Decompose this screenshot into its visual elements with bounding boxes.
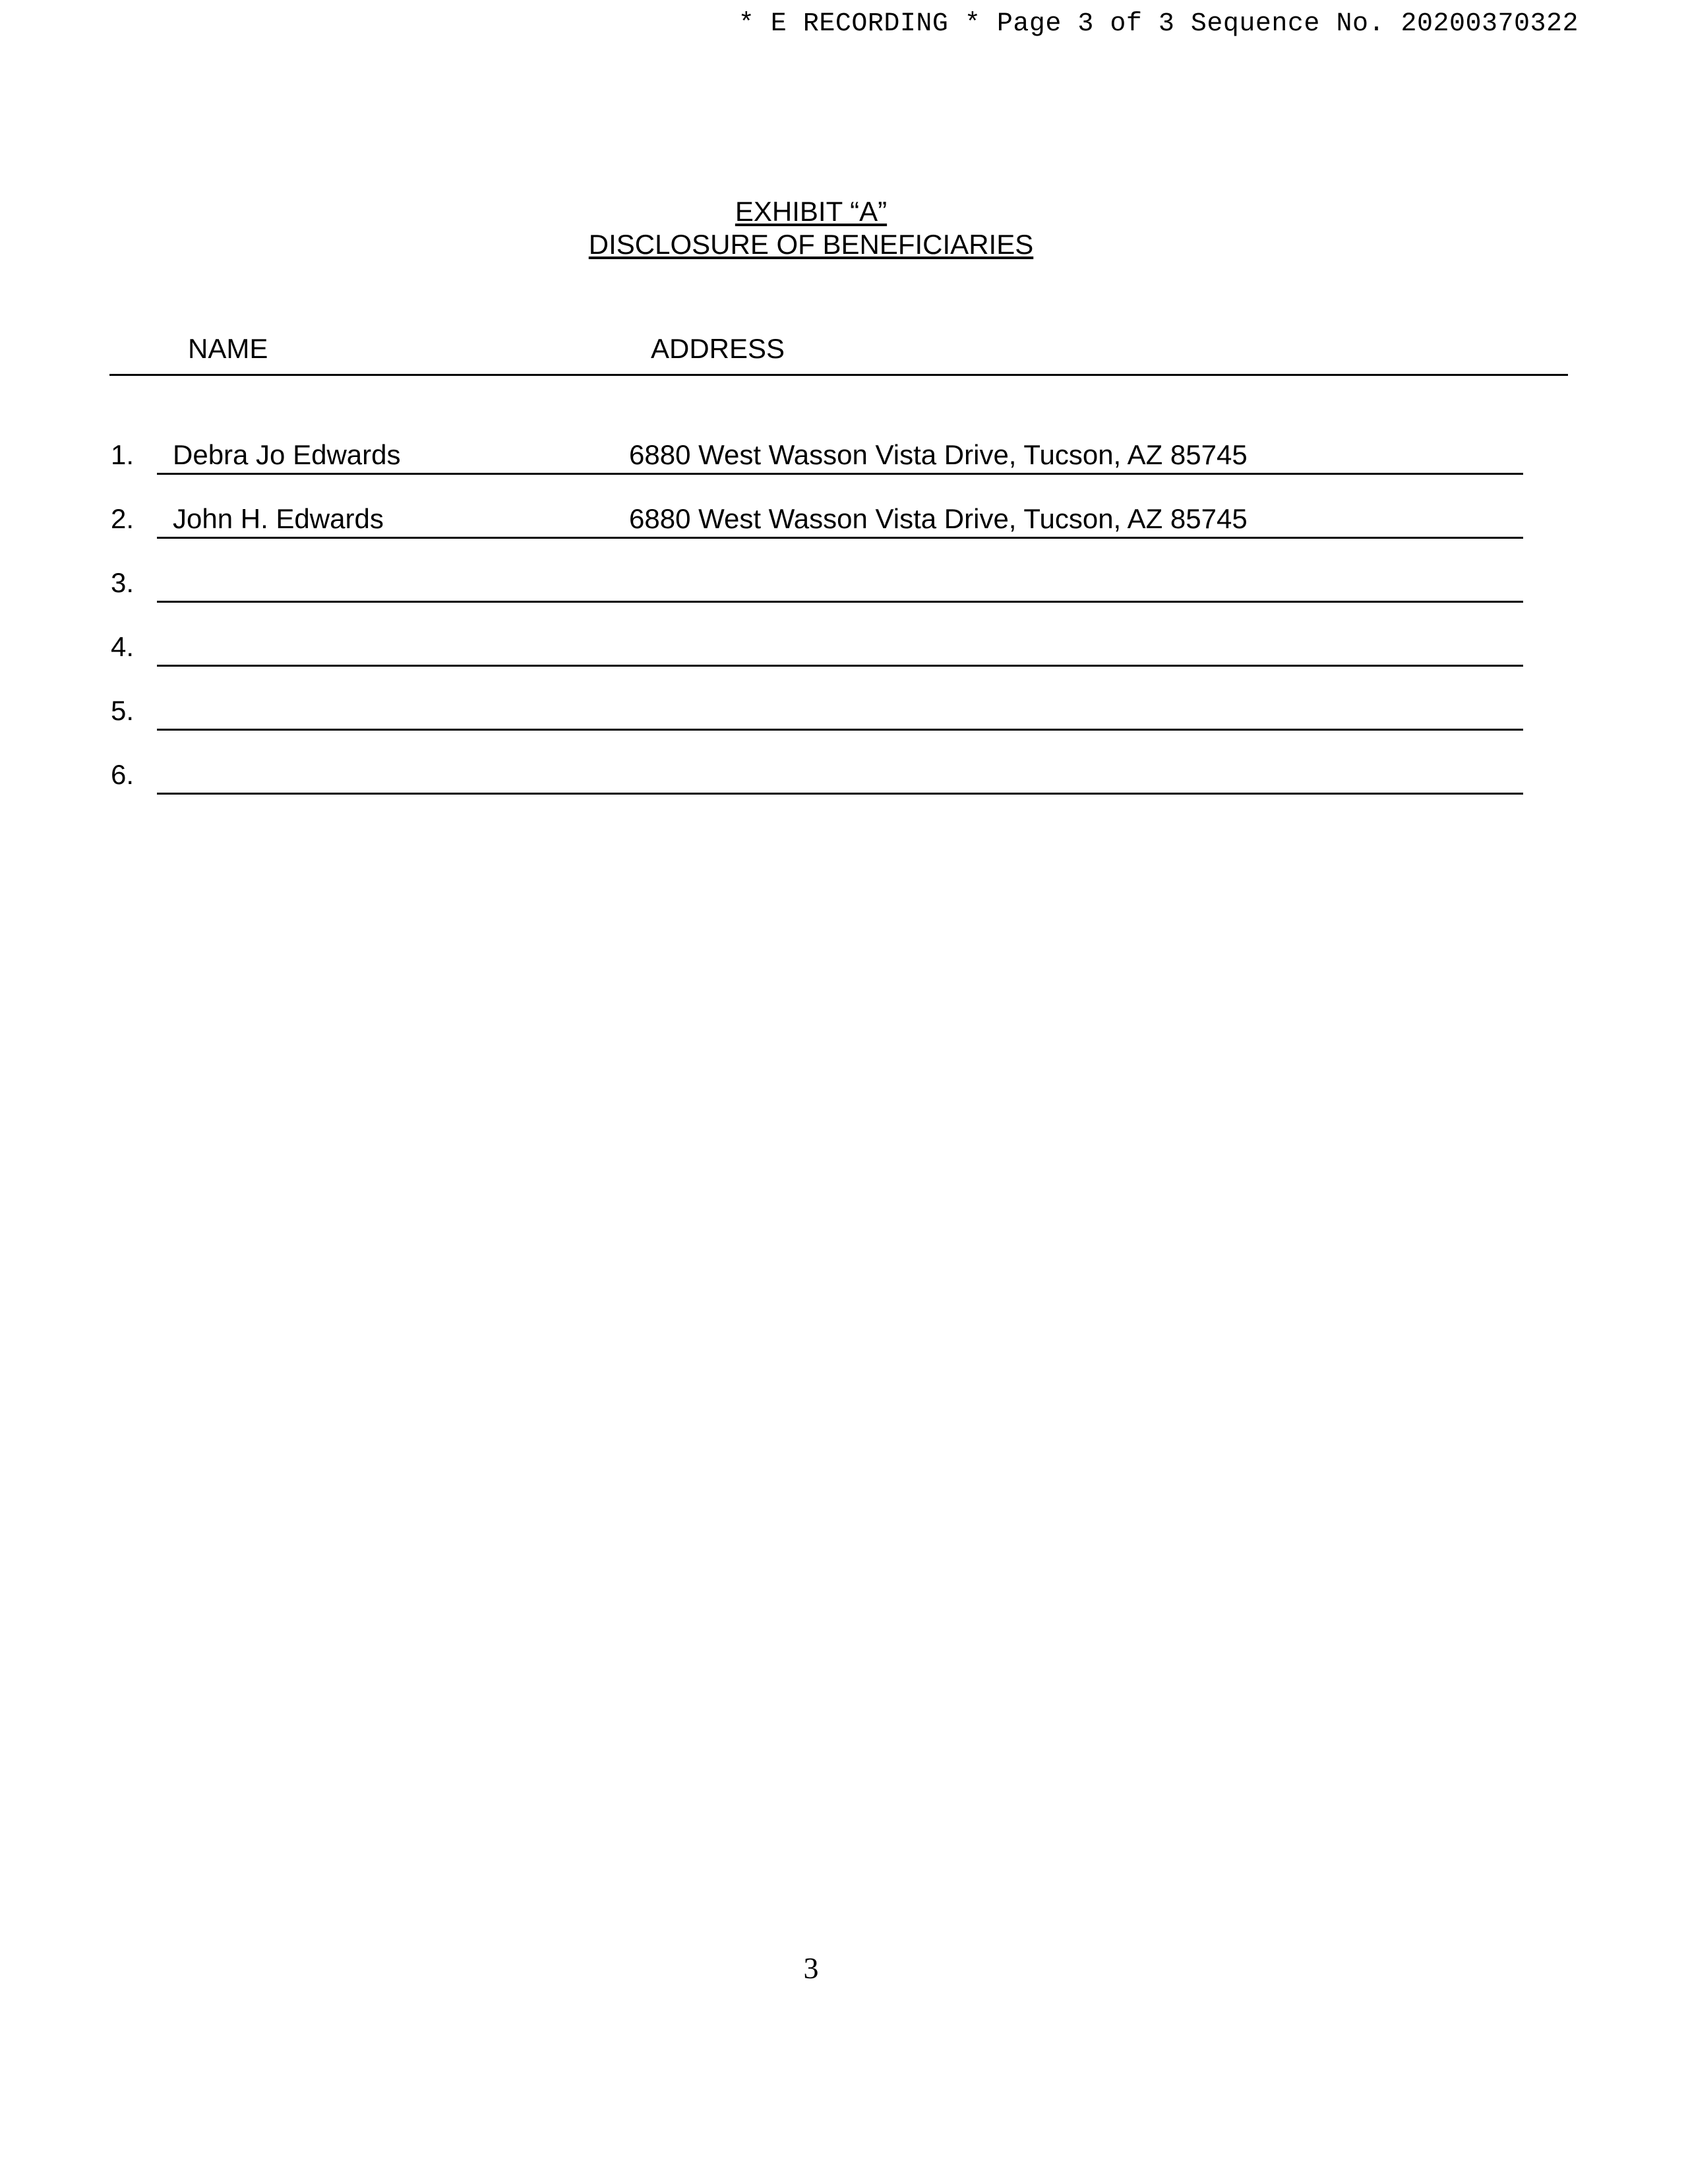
- row-number: 4.: [111, 631, 135, 662]
- exhibit-subtitle: DISCLOSURE OF BENEFICIARIES: [588, 229, 1034, 260]
- beneficiary-name: John H. Edwards: [173, 503, 384, 534]
- row-underline: [157, 473, 1523, 475]
- exhibit-title-block: [0, 195, 1622, 261]
- exhibit-title: EXHIBIT “A”: [735, 196, 888, 227]
- beneficiary-row: [0, 563, 1582, 603]
- beneficiary-row: [0, 691, 1582, 731]
- row-underline: [157, 793, 1523, 795]
- row-underline: [157, 729, 1523, 731]
- beneficiary-row: [0, 435, 1582, 475]
- beneficiary-address: 6880 West Wasson Vista Drive, Tucson, AZ 85745: [629, 439, 1248, 470]
- page-number: 3: [803, 1951, 819, 1985]
- row-underline: [157, 537, 1523, 539]
- row-number: 5.: [111, 695, 135, 726]
- row-number: 2.: [111, 503, 135, 534]
- row-number: 1.: [111, 439, 135, 470]
- row-underline: [157, 665, 1523, 667]
- beneficiary-row: [0, 499, 1582, 539]
- beneficiary-address: 6880 West Wasson Vista Drive, Tucson, AZ 85745: [629, 503, 1248, 534]
- row-number: 3.: [111, 567, 135, 598]
- beneficiary-row: [0, 755, 1582, 795]
- name-column-header: NAME: [188, 333, 268, 364]
- row-number: 6.: [111, 759, 135, 790]
- address-column-header: ADDRESS: [651, 333, 785, 364]
- beneficiary-name: Debra Jo Edwards: [173, 439, 401, 470]
- row-underline: [157, 601, 1523, 603]
- recording-header: * E RECORDING * Page 3 of 3 Sequence No. 20200370322: [738, 9, 1579, 39]
- header-divider: [109, 374, 1568, 376]
- beneficiary-row: [0, 627, 1582, 667]
